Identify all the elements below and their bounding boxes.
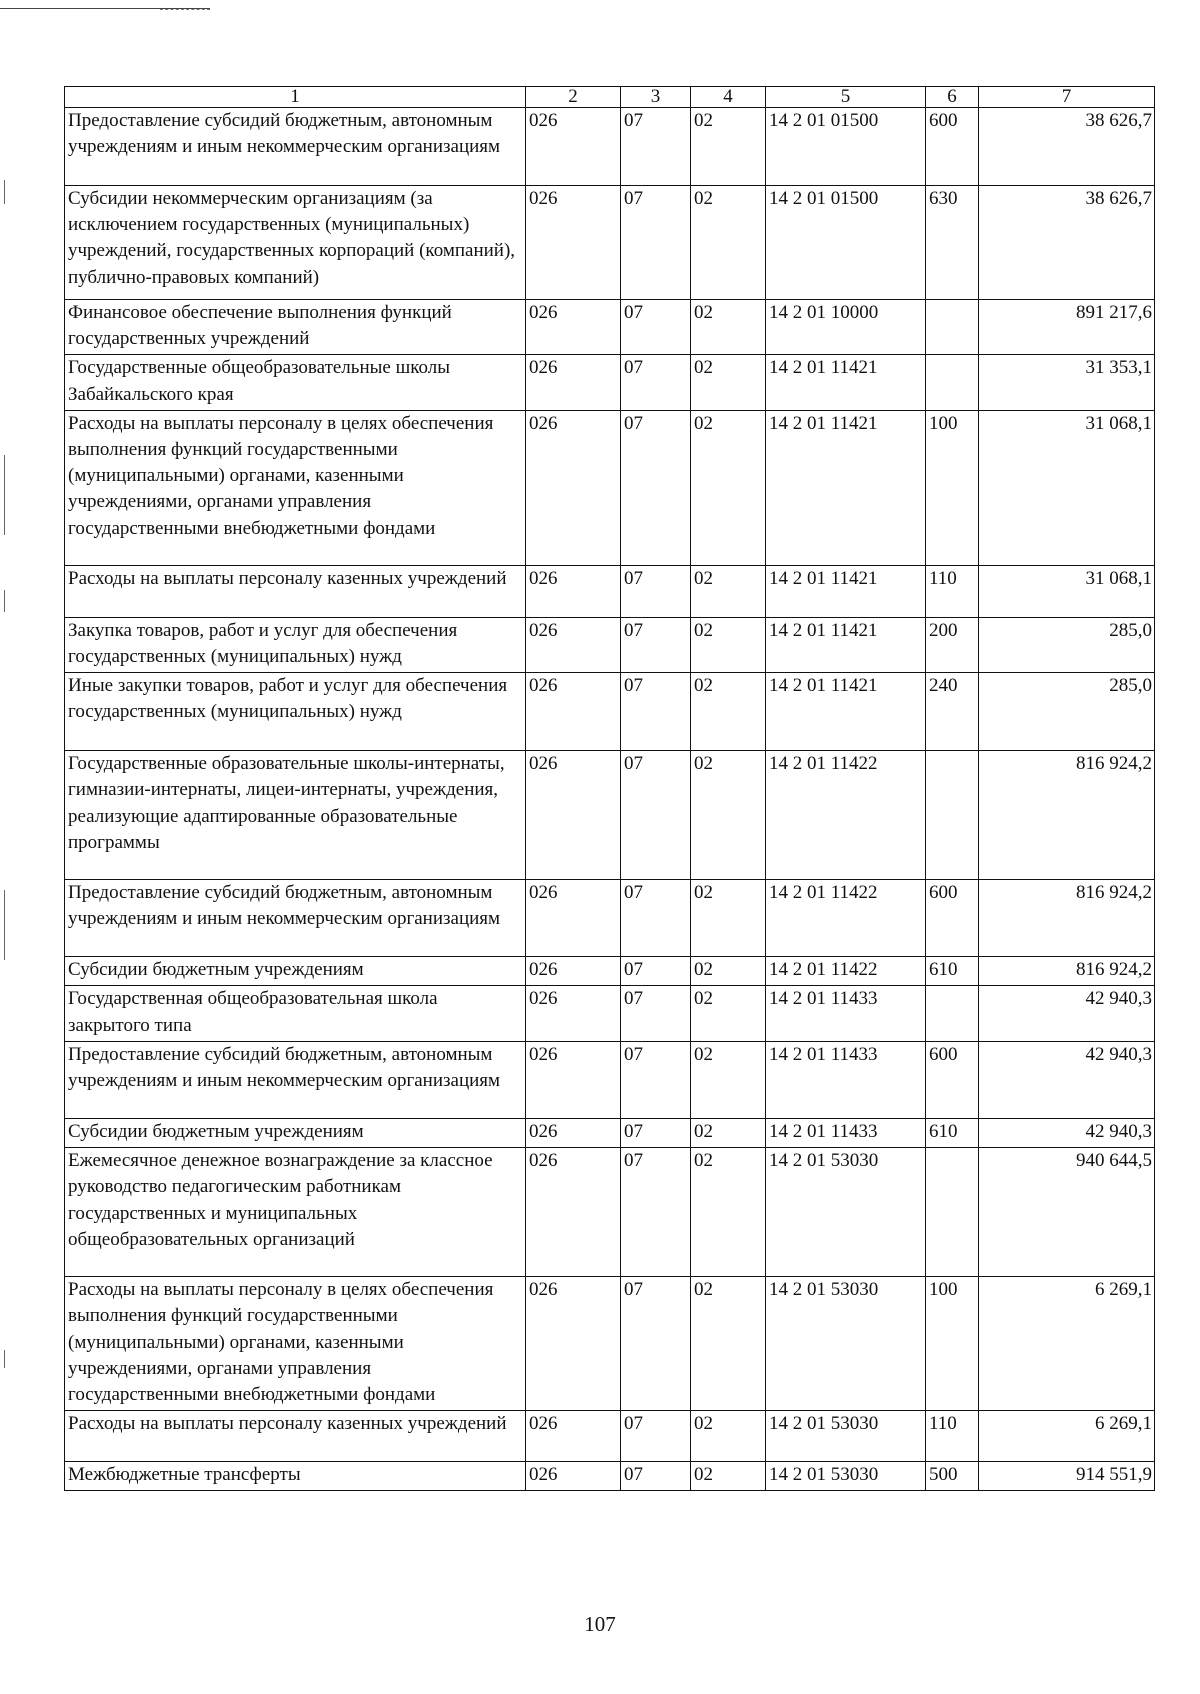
table-row	[65, 1277, 1155, 1411]
expense-type-cell: 110	[926, 1411, 979, 1462]
subsection-cell: 02	[691, 986, 766, 1041]
admin-code-cell: 026	[526, 986, 621, 1041]
expense-type-cell: 630	[926, 185, 979, 299]
table-row	[65, 617, 1155, 672]
admin-code-cell: 026	[526, 957, 621, 986]
target-article-cell: 14 2 01 01500	[766, 185, 926, 299]
expense-type-cell: 600	[926, 107, 979, 185]
admin-code-cell: 026	[526, 355, 621, 410]
expense-type-cell: 600	[926, 1041, 979, 1118]
amount-cell: 816 924,2	[979, 751, 1155, 880]
amount-cell: 38 626,7	[979, 185, 1155, 299]
subsection-cell: 02	[691, 1411, 766, 1462]
target-article-cell: 14 2 01 11421	[766, 355, 926, 410]
subsection-cell: 02	[691, 1148, 766, 1277]
subsection-cell: 02	[691, 410, 766, 565]
admin-code-cell: 026	[526, 751, 621, 880]
section-cell: 07	[621, 957, 691, 986]
header-cell: 6	[926, 87, 979, 108]
section-cell: 07	[621, 673, 691, 751]
row-name-cell: Государственная общеобразовательная школа закрытого типа	[65, 986, 526, 1041]
section-cell: 07	[621, 1411, 691, 1462]
expense-type-cell	[926, 1148, 979, 1277]
row-name-cell: Ежемесячное денежное вознаграждение за классное руководство педагогическим работникам государственных и муниципальных общеобразовательных организаций	[65, 1148, 526, 1277]
amount-cell: 42 940,3	[979, 986, 1155, 1041]
row-name-cell: Предоставление субсидий бюджетным, автономным учреждениям и иным некоммерческим организациям	[65, 1041, 526, 1118]
row-name-cell: Субсидии бюджетным учреждениям	[65, 957, 526, 986]
expense-type-cell: 610	[926, 1118, 979, 1147]
section-cell: 07	[621, 1041, 691, 1118]
row-name-cell: Субсидии некоммерческим организациям (за исключением государственных (муниципальных) учреждений, государственных корпораций (компаний), публично-правовых компаний)	[65, 185, 526, 299]
section-cell: 07	[621, 1118, 691, 1147]
target-article-cell: 14 2 01 11422	[766, 751, 926, 880]
table-row	[65, 751, 1155, 880]
subsection-cell: 02	[691, 107, 766, 185]
header-cell: 5	[766, 87, 926, 108]
admin-code-cell: 026	[526, 1462, 621, 1491]
subsection-cell: 02	[691, 355, 766, 410]
header-cell: 1	[65, 87, 526, 108]
subsection-cell: 02	[691, 1118, 766, 1147]
table-row	[65, 673, 1155, 751]
amount-cell: 285,0	[979, 673, 1155, 751]
expense-type-cell	[926, 299, 979, 354]
budget-table	[64, 86, 1155, 1491]
amount-cell: 31 068,1	[979, 565, 1155, 617]
admin-code-cell: 026	[526, 617, 621, 672]
admin-code-cell: 026	[526, 1277, 621, 1411]
target-article-cell: 14 2 01 11421	[766, 565, 926, 617]
target-article-cell: 14 2 01 53030	[766, 1277, 926, 1411]
table-row	[65, 1411, 1155, 1462]
header-cell: 3	[621, 87, 691, 108]
margin-mark	[4, 890, 5, 960]
header-cell: 7	[979, 87, 1155, 108]
target-article-cell: 14 2 01 10000	[766, 299, 926, 354]
subsection-cell: 02	[691, 957, 766, 986]
amount-cell: 6 269,1	[979, 1277, 1155, 1411]
subsection-cell: 02	[691, 565, 766, 617]
table-row	[65, 355, 1155, 410]
margin-mark	[4, 455, 5, 535]
target-article-cell: 14 2 01 11421	[766, 673, 926, 751]
expense-type-cell: 610	[926, 957, 979, 986]
amount-cell: 42 940,3	[979, 1118, 1155, 1147]
table-row	[65, 1148, 1155, 1277]
subsection-cell: 02	[691, 880, 766, 957]
section-cell: 07	[621, 617, 691, 672]
amount-cell: 891 217,6	[979, 299, 1155, 354]
row-name-cell: Расходы на выплаты персоналу в целях обеспечения выполнения функций государственными (муниципальными) органами, казенными учреждениями, органами управления государственными внебюджетными фондами	[65, 410, 526, 565]
section-cell: 07	[621, 751, 691, 880]
amount-cell: 38 626,7	[979, 107, 1155, 185]
row-name-cell: Закупка товаров, работ и услуг для обеспечения государственных (муниципальных) нужд	[65, 617, 526, 672]
amount-cell: 31 068,1	[979, 410, 1155, 565]
row-name-cell: Межбюджетные трансферты	[65, 1462, 526, 1491]
table-row	[65, 410, 1155, 565]
table-row	[65, 565, 1155, 617]
expense-type-cell: 200	[926, 617, 979, 672]
table-row	[65, 1041, 1155, 1118]
row-name-cell: Расходы на выплаты персоналу в целях обеспечения выполнения функций государственными (муниципальными) органами, казенными учреждениями, органами управления государственными внебюджетными фондами	[65, 1277, 526, 1411]
table-row	[65, 1462, 1155, 1491]
admin-code-cell: 026	[526, 185, 621, 299]
row-name-cell: Предоставление субсидий бюджетным, автономным учреждениям и иным некоммерческим организациям	[65, 107, 526, 185]
subsection-cell: 02	[691, 673, 766, 751]
target-article-cell: 14 2 01 11421	[766, 410, 926, 565]
section-cell: 07	[621, 1462, 691, 1491]
row-name-cell: Финансовое обеспечение выполнения функций государственных учреждений	[65, 299, 526, 354]
subsection-cell: 02	[691, 751, 766, 880]
admin-code-cell: 026	[526, 299, 621, 354]
expense-type-cell: 500	[926, 1462, 979, 1491]
table-row	[65, 299, 1155, 354]
admin-code-cell: 026	[526, 880, 621, 957]
expense-type-cell: 600	[926, 880, 979, 957]
row-name-cell: Расходы на выплаты персоналу казенных учреждений	[65, 1411, 526, 1462]
header-cell: 2	[526, 87, 621, 108]
margin-mark	[4, 1350, 5, 1368]
table-row	[65, 1118, 1155, 1147]
table-row	[65, 986, 1155, 1041]
expense-type-cell	[926, 986, 979, 1041]
header-cell: 4	[691, 87, 766, 108]
row-name-cell: Государственные образовательные школы-интернаты, гимназии-интернаты, лицеи-интернаты, учреждения, реализующие адаптированные образовательные программы	[65, 751, 526, 880]
admin-code-cell: 026	[526, 1148, 621, 1277]
amount-cell: 914 551,9	[979, 1462, 1155, 1491]
target-article-cell: 14 2 01 11421	[766, 617, 926, 672]
subsection-cell: 02	[691, 1462, 766, 1491]
margin-mark	[4, 180, 5, 204]
margin-mark	[4, 590, 5, 612]
expense-type-cell: 110	[926, 565, 979, 617]
amount-cell: 816 924,2	[979, 880, 1155, 957]
row-name-cell: Предоставление субсидий бюджетным, автономным учреждениям и иным некоммерческим организациям	[65, 880, 526, 957]
table-row	[65, 880, 1155, 957]
expense-type-cell	[926, 355, 979, 410]
admin-code-cell: 026	[526, 565, 621, 617]
admin-code-cell: 026	[526, 673, 621, 751]
amount-cell: 285,0	[979, 617, 1155, 672]
amount-cell: 6 269,1	[979, 1411, 1155, 1462]
page-edge-dash	[160, 9, 210, 10]
subsection-cell: 02	[691, 1277, 766, 1411]
section-cell: 07	[621, 1148, 691, 1277]
section-cell: 07	[621, 355, 691, 410]
section-cell: 07	[621, 107, 691, 185]
table-row	[65, 185, 1155, 299]
expense-type-cell: 100	[926, 1277, 979, 1411]
section-cell: 07	[621, 565, 691, 617]
target-article-cell: 14 2 01 11422	[766, 880, 926, 957]
expense-type-cell: 240	[926, 673, 979, 751]
target-article-cell: 14 2 01 01500	[766, 107, 926, 185]
section-cell: 07	[621, 299, 691, 354]
page-number: 107	[584, 1612, 616, 1636]
target-article-cell: 14 2 01 53030	[766, 1148, 926, 1277]
subsection-cell: 02	[691, 1041, 766, 1118]
amount-cell: 31 353,1	[979, 355, 1155, 410]
row-name-cell: Государственные общеобразовательные школы Забайкальского края	[65, 355, 526, 410]
admin-code-cell: 026	[526, 410, 621, 565]
header-row	[65, 87, 1155, 108]
admin-code-cell: 026	[526, 1041, 621, 1118]
section-cell: 07	[621, 410, 691, 565]
target-article-cell: 14 2 01 53030	[766, 1462, 926, 1491]
amount-cell: 816 924,2	[979, 957, 1155, 986]
target-article-cell: 14 2 01 11422	[766, 957, 926, 986]
admin-code-cell: 026	[526, 1118, 621, 1147]
section-cell: 07	[621, 1277, 691, 1411]
target-article-cell: 14 2 01 11433	[766, 986, 926, 1041]
expense-type-cell: 100	[926, 410, 979, 565]
subsection-cell: 02	[691, 617, 766, 672]
row-name-cell: Расходы на выплаты персоналу казенных учреждений	[65, 565, 526, 617]
admin-code-cell: 026	[526, 1411, 621, 1462]
table-row	[65, 957, 1155, 986]
expense-type-cell	[926, 751, 979, 880]
section-cell: 07	[621, 986, 691, 1041]
target-article-cell: 14 2 01 11433	[766, 1118, 926, 1147]
row-name-cell: Субсидии бюджетным учреждениям	[65, 1118, 526, 1147]
subsection-cell: 02	[691, 185, 766, 299]
subsection-cell: 02	[691, 299, 766, 354]
target-article-cell: 14 2 01 11433	[766, 1041, 926, 1118]
target-article-cell: 14 2 01 53030	[766, 1411, 926, 1462]
section-cell: 07	[621, 880, 691, 957]
admin-code-cell: 026	[526, 107, 621, 185]
section-cell: 07	[621, 185, 691, 299]
row-name-cell: Иные закупки товаров, работ и услуг для обеспечения государственных (муниципальных) нужд	[65, 673, 526, 751]
amount-cell: 940 644,5	[979, 1148, 1155, 1277]
table-row	[65, 107, 1155, 185]
amount-cell: 42 940,3	[979, 1041, 1155, 1118]
